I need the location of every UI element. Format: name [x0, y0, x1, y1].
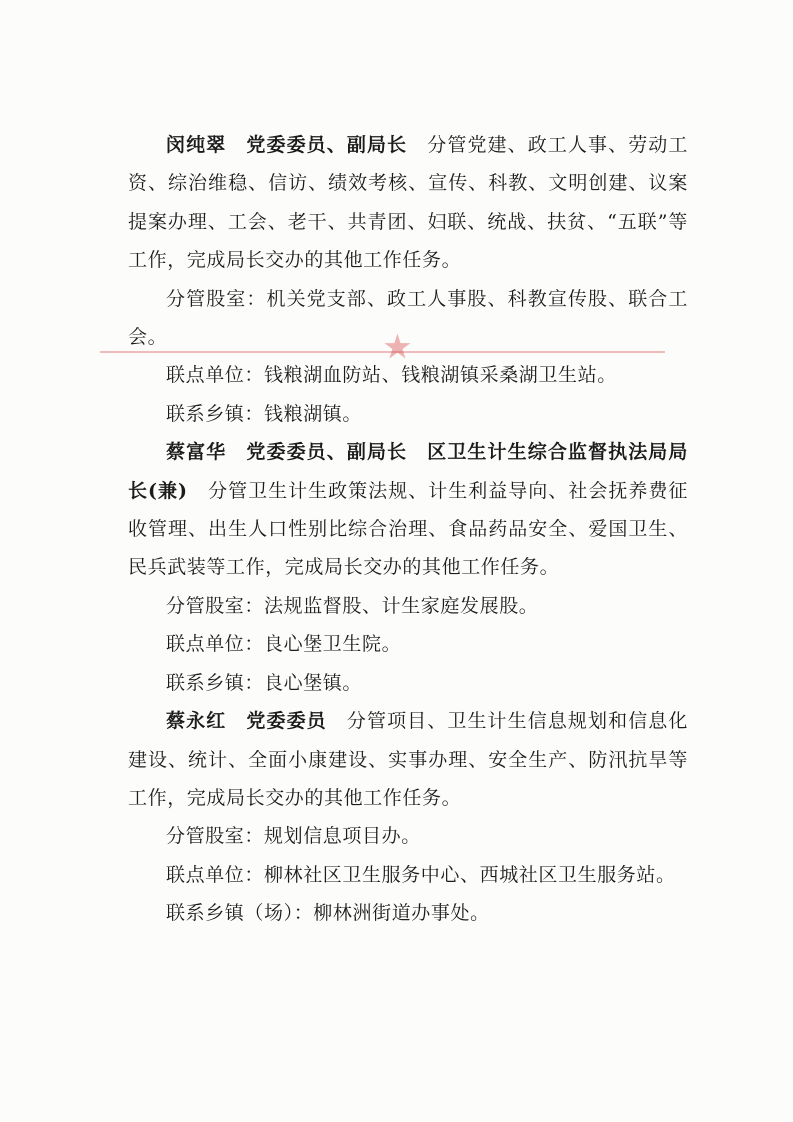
paragraph-text: 联点单位：钱粮湖血防站、钱粮湖镇采桑湖卫生站。: [166, 364, 617, 387]
paragraph-text: 联点单位：柳林社区卫生服务中心、西城社区卫生服务站。: [166, 863, 676, 886]
paragraph-min-chuncui: [128, 126, 688, 280]
paragraph-liaison-towns: [128, 395, 688, 433]
paragraph-text: 分管卫生计生政策法规、计生利益导向、社会抚养费征收管理、出生人口性别比综合治理、食品药品安全、爱国卫生、民兵武装等工作，完成局长交办的其他工作任务。: [128, 479, 688, 579]
paragraph-text: 分管股室：法规监督股、计生家庭发展股。: [166, 594, 539, 617]
paragraph-assigned-offices: [128, 587, 688, 625]
paragraph-lead: 闵纯翠 党委委员、副局长: [166, 134, 408, 156]
bleed-through-star-icon: ★: [384, 330, 411, 365]
paragraph-lead: 蔡富华 党委委员、副局长 区卫生计生综合监督执法局局长(兼): [128, 441, 688, 502]
paragraph-liaison-towns: [128, 664, 688, 702]
paragraph-text: 联系乡镇：钱粮湖镇。: [166, 402, 363, 425]
paragraph-assigned-offices: [128, 817, 688, 855]
paragraph-text: 分管股室：机关党支部、政工人事股、科教宣传股、联合工会。: [128, 287, 688, 349]
paragraph-liaison-units: [128, 625, 688, 663]
paragraph-text: 分管项目、卫生计生信息规划和信息化建设、统计、全面小康建设、实事办理、安全生产、防汛抗旱等工作，完成局长交办的其他工作任务。: [128, 710, 688, 809]
paragraph-assigned-offices: [128, 280, 688, 357]
paragraph-text: 分管股室：规划信息项目办。: [166, 825, 421, 848]
paragraph-text: 联点单位：良心堡卫生院。: [166, 633, 402, 656]
paragraph-liaison-towns: [128, 894, 688, 932]
paragraph-liaison-units: [128, 856, 688, 894]
paragraph-lead: 蔡永红 党委委员: [166, 710, 327, 733]
paragraph-text: 联系乡镇（场）：柳林洲街道办事处。: [166, 902, 490, 925]
paragraph-text: 分管党建、政工人事、劳动工资、综治维稳、信访、绩效考核、宣传、科教、文明创建、议案提案办理、工会、老干、共青团、妇联、统战、扶贫、“五联”等工作，完成局长交办的其他工作任务。: [128, 134, 688, 272]
paragraph-text: 联系乡镇：良心堡镇。: [166, 671, 363, 694]
paragraph-cai-fuhua: [128, 433, 688, 587]
paragraph-cai-yonghong: [128, 702, 688, 817]
paragraph-liaison-units: [128, 356, 688, 394]
document-body: [128, 126, 688, 933]
